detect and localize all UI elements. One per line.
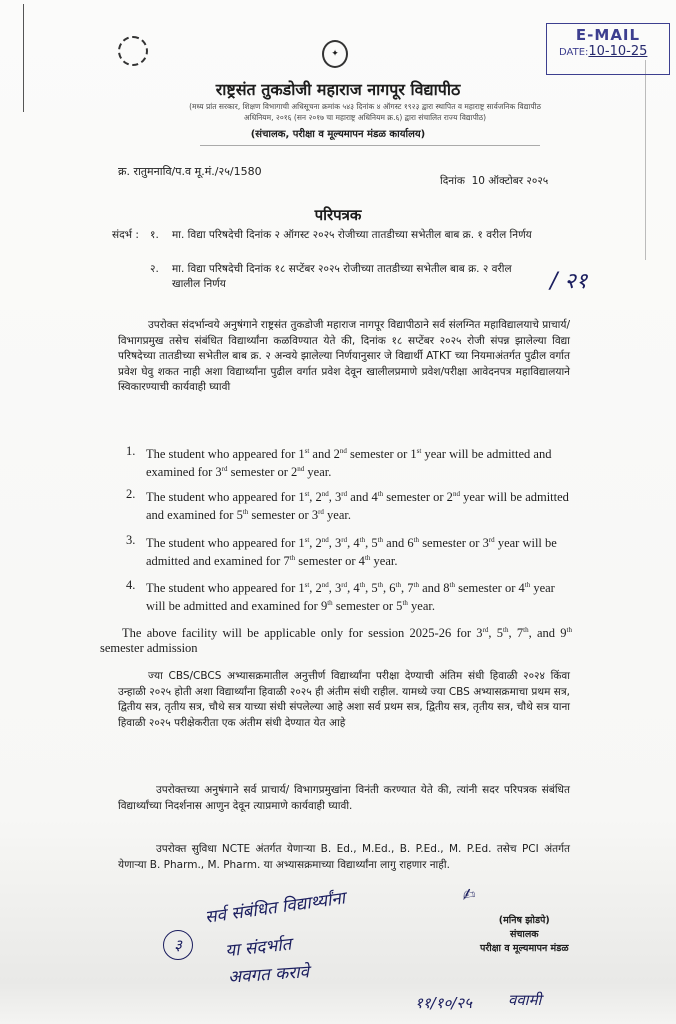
margin-note: / २१: [550, 269, 588, 294]
rule-item: 1. The student who appeared for 1st and 2nd semester or 1st year will be admitted and examined for 3rd semester or 2nd year.: [126, 444, 552, 480]
applicability-note: The above facility will be applicable only for session 2025-26 for 3rd, 5th, 7th, and 9th semester admission: [100, 626, 572, 656]
request-paragraph: उपरोक्तच्या अनुषंगाने सर्व प्राचार्य/ विभागप्रमुखांना विनंती करण्यात येते की, त्यांनी सदर परिपत्रक संबंधित विद्यार्थ्यांच्या निदर्शनास आणुन देवून त्याप्रमाणे कार्यवाही घ्यावी.: [118, 784, 570, 812]
intro-paragraph: उपरोक्त संदर्भान्वये अनुषंगाने राष्ट्रसंत तुकडोजी महाराज नागपूर विद्यापीठाने सर्व संलग्नित महाविद्यालयाचे प्राचार्य/ विभागप्रमुख तसेच संबंधित विद्यार्थ्यांना कळविण्यात येते की, दिनांक १८ सप्टेंबर २०२५ रोजी संपन्न झालेल्या विद्या परिषदेच्या तातडीच्या सभेतील बाब क्र. २ अन्वये झालेल्या निर्णयानुसार जे विद्यार्थी ATKT च्या नियमाअंतर्गत पुढील वर्गात प्रवेश घेवु शकत नाही अशा विद्यार्थ्यांना पुढील वर्गात प्रवेश देवून खालीलप्रमाणे प्रवेश/परीक्षा आवेदनपत्र महाविद्यालयाने स्विकारण्याची कार्यवाही घ्यावी: [118, 319, 570, 393]
email-stamp: [546, 23, 670, 75]
handwritten-line: या संदर्भात: [224, 934, 293, 962]
office-name: (संचालक, परीक्षा व मूल्यमापन मंडळ कार्यालय): [250, 129, 426, 140]
establishment-text: (मध्य प्रांत सरकार, शिक्षण विभागाची अधिसूचना क्रमांक ५४३ दिनांक ४ ऑगस्ट १९२३ द्वारा स्थापित व महाराष्ट्र सार्वजनिक विद्यापीठ अधिनियम, २०१६ (सन २०१७ चा महाराष्ट्र अधिनियम क्र.६) द्वारा संचालित राज्य विद्यापीठ): [189, 102, 541, 122]
university-emblem-icon: ✦: [322, 40, 348, 68]
handwritten-initials: ववामी: [508, 991, 542, 1009]
rule-item: 4. The student who appeared for 1st, 2nd, 3rd, 4th, 5th, 6th, 7th and 8th semester or 4th year will be admitted and examined for 9th semester or 5th year.: [126, 578, 555, 614]
handwritten-line: सर्व संबंधित विद्यार्थ्यांना: [203, 888, 347, 928]
reference-item: २. मा. विद्या परिषदेची दिनांक १८ सप्टेंबर २०२५ रोजीच्या तातडीच्या सभेतील बाब क्र. २ वरील खालील निर्णय: [150, 263, 512, 290]
stamp-date: DATE:10-10-25: [559, 44, 648, 59]
ncte-paragraph: उपरोक्त सुविधा NCTE अंतर्गत येणाऱ्या B. Ed., M.Ed., B. P.Ed., M. P.Ed. तसेच PCI अंतर्गत येणाऱ्या B. Pharm., M. Pharm. या अभ्यासक्रमाच्या विद्यार्थ्यांना लागु राहणार नाही.: [118, 843, 570, 871]
handwritten-line: अवगत करावे: [227, 962, 310, 988]
handwritten-marker: ३: [163, 930, 193, 960]
university-name: राष्ट्रसंत तुकडोजी महाराज नागपूर विद्यापीठ: [215, 80, 461, 99]
signatory-department: परीक्षा व मूल्यमापन मंडळ: [480, 943, 569, 954]
stamp-title: E-MAIL: [575, 26, 641, 44]
seal-icon: [118, 36, 148, 66]
cbs-paragraph: ज्या CBS/CBCS अभ्यासक्रमातील अनुत्तीर्ण विद्यार्थ्यांना परीक्षा देण्याची अंतिम संधी हिवाळी २०२४ किंवा उन्हाळी २०२५ होती अशा विद्यार्थ्यांना हिवाळी २०२५ ही अंतीम संधी राहील. यामध्ये ज्या CBS अभ्यासक्रमाचा प्रथम सत्र, द्वितीय सत्र, तृतीय सत्र, चौथे सत्र याच्या संधी संपलेल्या आहे अशा सर्व प्रथम सत्र, द्वितीय सत्र, तृतीय सत्र, चौथे सत्र याना हिवाळी २०२५ परीक्षेकरीता एक अंतीम संधी देण्यात येत आहे: [118, 670, 570, 729]
document-title: परिपत्रक: [314, 206, 362, 224]
handwritten-date: ११/१०/२५: [415, 994, 472, 1012]
rule-item: 2. The student who appeared for 1st, 2nd, 3rd and 4th semester or 2nd year will be admitted and examined for 5th semester or 3rd year.: [126, 487, 569, 523]
rule-item: 3. The student who appeared for 1st, 2nd, 3rd, 4th, 5th and 6th semester or 3rd year will be admitted and examined for 7th semester or 4th year.: [126, 533, 557, 569]
document-date: दिनांक 10 ऑक्टोबर २०२५: [440, 175, 549, 187]
reference-number: क्र. रातुमनावि/प.व मू.मं./२५/1580: [118, 165, 262, 178]
signature: ✍: [460, 883, 478, 906]
signatory-designation: संचालक: [509, 929, 539, 940]
signatory-block: [480, 914, 569, 956]
signatory-name: (मनिष झोडपे): [498, 915, 550, 926]
header-divider: [200, 145, 540, 146]
references-label: संदर्भ :: [112, 229, 139, 241]
reference-item: १. मा. विद्या परिषदेची दिनांक २ ऑगस्ट २०२५ रोजीच्या तातडीच्या सभेतील बाब क्र. १ वरील निर्णय: [150, 229, 532, 241]
